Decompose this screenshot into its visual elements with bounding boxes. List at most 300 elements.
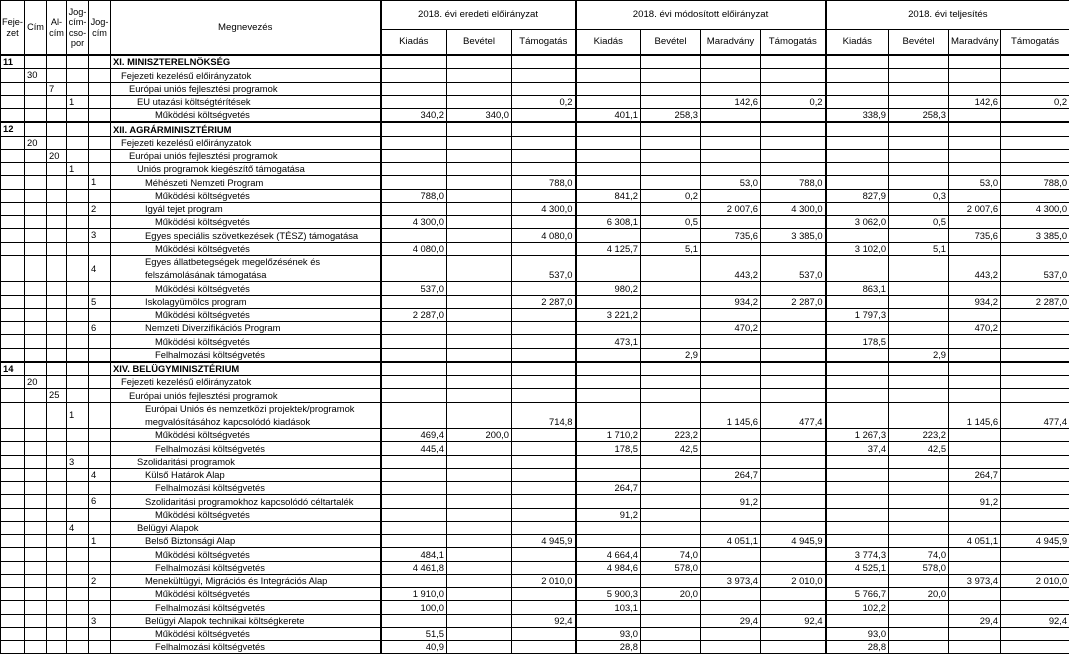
value-cell: [576, 163, 641, 176]
value-cell: 340,0: [447, 109, 512, 123]
row-name: Európai uniós fejlesztési programok: [111, 82, 381, 95]
value-cell: 0,3: [889, 189, 949, 202]
code-cell: [67, 189, 89, 202]
value-cell: [447, 495, 512, 508]
value-cell: 3 102,0: [826, 242, 889, 255]
value-cell: [1001, 548, 1069, 561]
value-cell: [447, 402, 512, 429]
code-cell: 25: [47, 389, 67, 402]
code-cell: [1, 402, 25, 429]
code-cell: [89, 508, 111, 521]
value-cell: 4 461,8: [381, 561, 447, 574]
row-name: Felhalmozási költségvetés: [111, 561, 381, 574]
code-cell: [89, 282, 111, 295]
code-cell: [1, 295, 25, 308]
value-cell: 3 385,0: [761, 229, 826, 242]
code-cell: [89, 455, 111, 468]
code-cell: [25, 521, 47, 534]
row-name: Nemzeti Diverzifikációs Program: [111, 322, 381, 335]
value-cell: [512, 149, 576, 162]
code-cell: [89, 308, 111, 321]
code-cell: [89, 82, 111, 95]
value-cell: 4 051,1: [701, 535, 761, 548]
code-cell: [47, 362, 67, 376]
value-cell: [889, 136, 949, 149]
code-cell: [25, 389, 47, 402]
value-cell: [641, 455, 701, 468]
table-row: [1, 216, 1069, 229]
row-name: Külső Határok Alap: [111, 468, 381, 481]
value-cell: [641, 614, 701, 627]
code-cell: [89, 189, 111, 202]
value-cell: 29,4: [701, 614, 761, 627]
value-cell: 3 221,2: [576, 308, 641, 321]
value-cell: [826, 495, 889, 508]
value-cell: [701, 242, 761, 255]
value-cell: [576, 95, 641, 108]
value-cell: [447, 282, 512, 295]
code-cell: [1, 95, 25, 108]
value-cell: [826, 322, 889, 335]
value-cell: [576, 136, 641, 149]
row-name: Európai Uniós és nemzetközi projektek/programok megvalósításához kapcsolódó kiadások: [111, 402, 381, 429]
code-cell: 20: [25, 376, 47, 389]
value-cell: [826, 202, 889, 215]
value-cell: [576, 376, 641, 389]
value-cell: [641, 468, 701, 481]
table-row: [1, 442, 1069, 455]
header-teljesites: 2018. évi teljesítés: [826, 1, 1069, 30]
value-cell: [447, 362, 512, 376]
value-cell: [381, 614, 447, 627]
value-cell: [512, 322, 576, 335]
row-name: Belügyi Alapok: [111, 521, 381, 534]
code-cell: [67, 295, 89, 308]
code-cell: [25, 508, 47, 521]
value-cell: [761, 163, 826, 176]
row-name: Felhalmozási költségvetés: [111, 601, 381, 614]
value-cell: [949, 561, 1001, 574]
table-row: [1, 242, 1069, 255]
value-cell: [641, 55, 701, 69]
value-cell: [949, 122, 1001, 136]
value-cell: [701, 442, 761, 455]
code-cell: [47, 176, 67, 189]
table-row: [1, 508, 1069, 521]
table-row: [1, 202, 1069, 215]
value-cell: [1001, 242, 1069, 255]
value-cell: [826, 163, 889, 176]
value-cell: [889, 82, 949, 95]
value-cell: [576, 202, 641, 215]
code-cell: [1, 455, 25, 468]
row-name: EU utazási költségtérítések: [111, 95, 381, 108]
table-row: [1, 348, 1069, 362]
code-cell: [25, 189, 47, 202]
value-cell: [889, 335, 949, 348]
table-row: [1, 55, 1069, 69]
code-cell: [67, 588, 89, 601]
value-cell: 0,5: [641, 216, 701, 229]
code-cell: [89, 402, 111, 429]
value-cell: [447, 295, 512, 308]
value-cell: 200,0: [447, 429, 512, 442]
value-cell: [381, 95, 447, 108]
value-cell: 142,6: [701, 95, 761, 108]
code-cell: [47, 202, 67, 215]
value-cell: 0,2: [641, 189, 701, 202]
value-cell: [949, 282, 1001, 295]
value-cell: [641, 122, 701, 136]
code-cell: [67, 614, 89, 627]
code-cell: [67, 362, 89, 376]
value-cell: [512, 69, 576, 82]
value-cell: [761, 189, 826, 202]
value-cell: 0,2: [512, 95, 576, 108]
value-cell: 93,0: [826, 627, 889, 640]
value-cell: [1001, 335, 1069, 348]
code-cell: [47, 242, 67, 255]
row-name: Egyes speciális szövetkezések (TÉSZ) támogatása: [111, 229, 381, 242]
value-cell: [826, 362, 889, 376]
value-cell: [447, 508, 512, 521]
row-name: Egyes állatbetegségek megelőzésének és felszámolásának támogatása: [111, 255, 381, 282]
table-row: [1, 429, 1069, 442]
value-cell: [641, 255, 701, 282]
value-cell: [889, 176, 949, 189]
value-cell: [761, 482, 826, 495]
value-cell: 5 766,7: [826, 588, 889, 601]
table-row: [1, 229, 1069, 242]
code-cell: [47, 468, 67, 481]
value-cell: 91,2: [701, 495, 761, 508]
value-cell: [447, 189, 512, 202]
value-cell: [826, 95, 889, 108]
value-cell: 37,4: [826, 442, 889, 455]
value-cell: [512, 442, 576, 455]
code-cell: [89, 348, 111, 362]
code-cell: [25, 322, 47, 335]
value-cell: [512, 548, 576, 561]
row-name: Működési költségvetés: [111, 308, 381, 321]
value-cell: 5,1: [641, 242, 701, 255]
code-cell: [25, 82, 47, 95]
value-cell: 714,8: [512, 402, 576, 429]
value-cell: [447, 95, 512, 108]
value-cell: [641, 308, 701, 321]
value-cell: 178,5: [826, 335, 889, 348]
value-cell: [826, 468, 889, 481]
code-cell: [1, 389, 25, 402]
code-cell: 3: [67, 455, 89, 468]
value-cell: 53,0: [701, 176, 761, 189]
row-name: Szolidaritási programokhoz kapcsolódó céltartalék: [111, 495, 381, 508]
header-kiads: Kiadás: [826, 30, 889, 56]
value-cell: 2 010,0: [512, 574, 576, 587]
value-cell: [889, 202, 949, 215]
value-cell: [701, 109, 761, 123]
value-cell: [949, 82, 1001, 95]
value-cell: [949, 362, 1001, 376]
value-cell: [761, 521, 826, 534]
value-cell: [576, 149, 641, 162]
value-cell: [889, 601, 949, 614]
value-cell: [701, 149, 761, 162]
row-name: Működési költségvetés: [111, 282, 381, 295]
code-cell: [89, 548, 111, 561]
value-cell: [701, 548, 761, 561]
code-cell: [47, 429, 67, 442]
value-cell: [701, 216, 761, 229]
header-bevtel: Bevétel: [447, 30, 512, 56]
value-cell: 578,0: [641, 561, 701, 574]
value-cell: [701, 627, 761, 640]
value-cell: [761, 588, 826, 601]
code-cell: 6: [89, 322, 111, 335]
table-row: [1, 176, 1069, 189]
code-cell: [47, 69, 67, 82]
value-cell: [826, 482, 889, 495]
row-name: Méhészeti Nemzeti Program: [111, 176, 381, 189]
value-cell: [889, 255, 949, 282]
value-cell: 443,2: [701, 255, 761, 282]
value-cell: 340,2: [381, 109, 447, 123]
value-cell: [826, 229, 889, 242]
value-cell: 841,2: [576, 189, 641, 202]
code-cell: 20: [47, 149, 67, 162]
value-cell: 477,4: [761, 402, 826, 429]
code-cell: 30: [25, 69, 47, 82]
value-cell: [826, 149, 889, 162]
value-cell: 4 300,0: [381, 216, 447, 229]
value-cell: [889, 495, 949, 508]
row-name: Belső Biztonsági Alap: [111, 535, 381, 548]
value-cell: [641, 482, 701, 495]
value-cell: [512, 627, 576, 640]
value-cell: [381, 535, 447, 548]
value-cell: [381, 362, 447, 376]
value-cell: [641, 376, 701, 389]
code-cell: [89, 109, 111, 123]
value-cell: [826, 55, 889, 69]
value-cell: [381, 402, 447, 429]
code-cell: 1: [67, 163, 89, 176]
code-cell: [47, 442, 67, 455]
header-eredeti: 2018. évi eredeti előirányzat: [381, 1, 576, 30]
value-cell: 29,4: [949, 614, 1001, 627]
value-cell: [381, 202, 447, 215]
row-name: Uniós programok kiegészítő támogatása: [111, 163, 381, 176]
code-cell: [25, 282, 47, 295]
code-cell: [67, 574, 89, 587]
value-cell: [889, 282, 949, 295]
value-cell: [949, 335, 1001, 348]
value-cell: 74,0: [641, 548, 701, 561]
code-cell: [67, 282, 89, 295]
table-row: [1, 588, 1069, 601]
value-cell: [701, 69, 761, 82]
code-cell: [47, 508, 67, 521]
code-cell: [1, 163, 25, 176]
value-cell: [826, 574, 889, 587]
row-name: Működési költségvetés: [111, 627, 381, 640]
table-row: [1, 122, 1069, 136]
code-cell: [1, 149, 25, 162]
value-cell: [641, 521, 701, 534]
value-cell: [1001, 468, 1069, 481]
value-cell: 28,8: [826, 641, 889, 654]
value-cell: [761, 561, 826, 574]
code-cell: [1, 136, 25, 149]
header-tmogats: Támogatás: [761, 30, 826, 56]
code-cell: [67, 308, 89, 321]
value-cell: 4 525,1: [826, 561, 889, 574]
code-cell: [47, 455, 67, 468]
table-row: [1, 282, 1069, 295]
value-cell: [512, 122, 576, 136]
code-cell: [25, 163, 47, 176]
value-cell: [447, 574, 512, 587]
code-cell: [67, 149, 89, 162]
value-cell: [889, 122, 949, 136]
value-cell: [512, 508, 576, 521]
code-cell: [1, 202, 25, 215]
row-name: XIV. BELÜGYMINISZTÉRIUM: [111, 362, 381, 376]
value-cell: 934,2: [949, 295, 1001, 308]
code-cell: [89, 55, 111, 69]
value-cell: [576, 574, 641, 587]
value-cell: [512, 376, 576, 389]
value-cell: 2 010,0: [761, 574, 826, 587]
value-cell: [447, 535, 512, 548]
code-cell: [89, 149, 111, 162]
value-cell: [761, 442, 826, 455]
value-cell: [949, 348, 1001, 362]
value-cell: [447, 348, 512, 362]
value-cell: [576, 402, 641, 429]
code-cell: [25, 242, 47, 255]
value-cell: [826, 521, 889, 534]
table-row: [1, 495, 1069, 508]
code-cell: [25, 429, 47, 442]
code-cell: [1, 322, 25, 335]
code-cell: [1, 601, 25, 614]
value-cell: 827,9: [826, 189, 889, 202]
value-cell: [949, 216, 1001, 229]
value-cell: 1 797,3: [826, 308, 889, 321]
value-cell: [512, 588, 576, 601]
value-cell: 258,3: [889, 109, 949, 123]
value-cell: [826, 295, 889, 308]
value-cell: [701, 561, 761, 574]
code-cell: [1, 588, 25, 601]
code-cell: [1, 548, 25, 561]
value-cell: [889, 535, 949, 548]
value-cell: [701, 601, 761, 614]
value-cell: [701, 55, 761, 69]
value-cell: [576, 535, 641, 548]
code-cell: [25, 295, 47, 308]
code-cell: [67, 561, 89, 574]
code-cell: [1, 468, 25, 481]
table-row: [1, 308, 1069, 321]
value-cell: [1001, 149, 1069, 162]
code-cell: [25, 495, 47, 508]
value-cell: 735,6: [701, 229, 761, 242]
value-cell: [949, 308, 1001, 321]
code-cell: [1, 255, 25, 282]
value-cell: [447, 521, 512, 534]
code-cell: [67, 627, 89, 640]
table-row: [1, 402, 1069, 429]
value-cell: [381, 255, 447, 282]
value-cell: [761, 508, 826, 521]
value-cell: 1 267,3: [826, 429, 889, 442]
row-name: Belügyi Alapok technikai költségkerete: [111, 614, 381, 627]
value-cell: [447, 482, 512, 495]
value-cell: 3 973,4: [949, 574, 1001, 587]
code-cell: [89, 362, 111, 376]
code-cell: [47, 495, 67, 508]
code-cell: [89, 389, 111, 402]
value-cell: 100,0: [381, 601, 447, 614]
code-cell: [67, 82, 89, 95]
header-tmogats: Támogatás: [1001, 30, 1069, 56]
value-cell: [826, 255, 889, 282]
value-cell: [889, 482, 949, 495]
value-cell: [826, 402, 889, 429]
value-cell: [701, 348, 761, 362]
value-cell: [447, 163, 512, 176]
code-cell: [89, 442, 111, 455]
code-cell: [1, 429, 25, 442]
value-cell: [641, 362, 701, 376]
row-name: Iskolagyümölcs program: [111, 295, 381, 308]
value-cell: [512, 189, 576, 202]
row-name: XII. AGRÁRMINISZTÉRIUM: [111, 122, 381, 136]
table-row: [1, 548, 1069, 561]
code-cell: [47, 308, 67, 321]
code-cell: 3: [89, 614, 111, 627]
code-cell: 5: [89, 295, 111, 308]
value-cell: [761, 322, 826, 335]
value-cell: [949, 521, 1001, 534]
table-row: [1, 482, 1069, 495]
value-cell: [1001, 455, 1069, 468]
code-cell: 1: [67, 402, 89, 429]
code-cell: [25, 535, 47, 548]
row-name: Európai uniós fejlesztési programok: [111, 149, 381, 162]
value-cell: [641, 69, 701, 82]
code-cell: [25, 442, 47, 455]
value-cell: [447, 122, 512, 136]
value-cell: [889, 362, 949, 376]
code-cell: [25, 335, 47, 348]
value-cell: [576, 255, 641, 282]
value-cell: [512, 308, 576, 321]
code-cell: [25, 308, 47, 321]
value-cell: [381, 348, 447, 362]
code-cell: [47, 255, 67, 282]
value-cell: [1001, 189, 1069, 202]
value-cell: 5,1: [889, 242, 949, 255]
table-row: [1, 335, 1069, 348]
value-cell: 4 664,4: [576, 548, 641, 561]
code-cell: [1, 508, 25, 521]
value-cell: 537,0: [761, 255, 826, 282]
value-cell: [447, 149, 512, 162]
value-cell: 788,0: [512, 176, 576, 189]
